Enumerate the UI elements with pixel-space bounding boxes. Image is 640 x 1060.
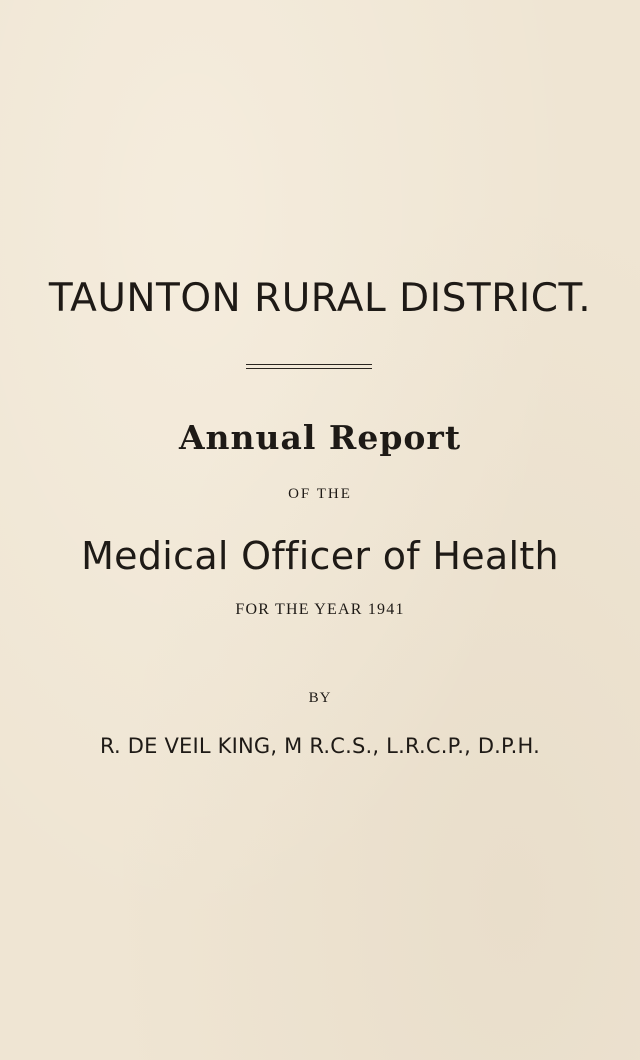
of-the-label: OF THE bbox=[288, 486, 352, 502]
decorative-rule-top bbox=[246, 364, 372, 365]
by-label: BY bbox=[308, 690, 332, 706]
officer-title: Medical Officer of Health bbox=[81, 534, 559, 578]
decorative-rule-bottom bbox=[246, 368, 372, 369]
district-heading: TAUNTON RURAL DISTRICT. bbox=[48, 276, 592, 321]
report-title: Annual Report bbox=[178, 418, 462, 457]
author-line: R. DE VEIL KING, M R.C.S., L.R.C.P., D.P.H. bbox=[99, 734, 541, 758]
year-line: FOR THE YEAR 1941 bbox=[235, 601, 405, 618]
